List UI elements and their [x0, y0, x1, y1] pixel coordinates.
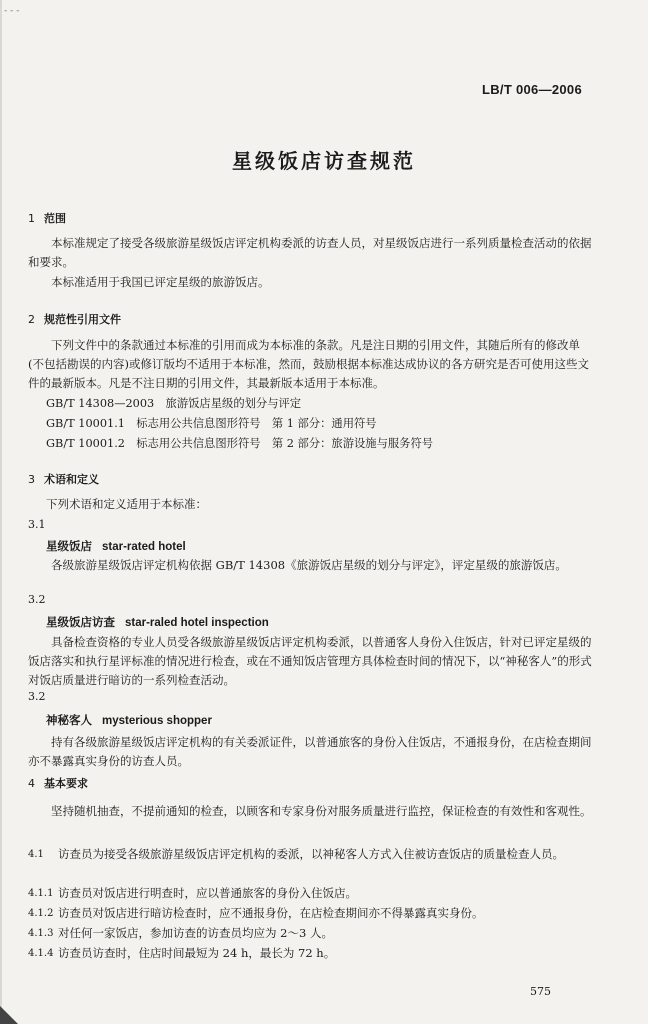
section-4-heading: [28, 775, 88, 791]
term-number: 3.2: [28, 593, 46, 606]
section-number: 2: [28, 313, 35, 326]
scan-mark: - - -: [4, 6, 20, 16]
item-text: 访查员为接受各级旅游星级饭店评定机构的委派，以神秘客人方式入住被访查饭店的质量检查人员。: [58, 847, 564, 861]
term-definition: 具备检查资格的专业人员受各级旅游星级饭店评定机构委派，以普通客人身份入住饭店，针对已评定星级的饭店落实和执行星评标准的情况进行检查，或在不通知饭店管理方具体检查时间的情况下，以“神秘客人”的形式对饭店质量进行暗访的一系列检查活动。: [28, 635, 592, 687]
standard-code: LB/T 006—2006: [481, 82, 582, 97]
document-title: 星级饭店访查规范: [232, 149, 416, 173]
item-text: 访查员对饭店进行明查时，应以普通旅客的身份入住饭店。: [58, 886, 357, 900]
item-number: 4.1: [28, 849, 44, 860]
item-number: 4.1.1: [28, 888, 54, 899]
section-title: 术语和定义: [44, 473, 99, 486]
section-1-heading: [28, 210, 66, 226]
term-heading: [46, 712, 212, 728]
term-number: 3.2: [28, 690, 46, 703]
item-number: 4.1.2: [28, 908, 54, 919]
requirement-item: [28, 944, 593, 963]
section-3-heading: [28, 471, 99, 487]
section-2-para: 下列文件中的条款通过本标准的引用而成为本标准的条款。凡是注日期的引用文件，其随后所有的修改单(不包括勘误的内容)或修订版均不适用于本标准，然而，鼓励根据本标准达成协议的各方研究是否可使用这些文件的最新版本。凡是不注日期的引用文件，其最新版本适用于本标准。: [28, 338, 589, 390]
section-3-intro: 下列术语和定义适用于本标准：: [46, 497, 207, 511]
requirement-item: [28, 904, 593, 923]
term-definition: 持有各级旅游星级饭店评定机构的有关委派证件，以普通旅客的身份入住饭店，不通报身份，在店检查期间亦不暴露真实身份的访查人员。: [28, 735, 592, 768]
term-heading: [46, 614, 269, 630]
section-4-para: 坚持随机抽查，不提前通知的检查，以顾客和专家身份对服务质量进行监控，保证检查的有效性和客观性。: [51, 804, 592, 818]
item-text: 访查员访查时，住店时间最短为 24 h，最长为 72 h。: [58, 946, 336, 960]
requirement-item: [28, 884, 593, 903]
requirement-item: [28, 924, 593, 943]
item-number: 4.1.3: [28, 928, 54, 939]
item-number: 4.1.4: [28, 948, 54, 959]
page-number: 575: [530, 985, 551, 998]
reference-item: GB/T 10001.1 标志用公共信息图形符号 第 1 部分：通用符号: [46, 417, 377, 430]
term-zh: 星级饭店访查: [46, 615, 115, 629]
reference-item: GB/T 14308—2003 旅游饭店星级的划分与评定: [46, 397, 302, 410]
reference-item: GB/T 10001.2 标志用公共信息图形符号 第 2 部分：旅游设施与服务符号: [46, 437, 434, 450]
item-text: 访查员对饭店进行暗访检查时，应不通报身份，在店检查期间亦不得暴露真实身份。: [58, 906, 484, 920]
term-heading: [46, 538, 186, 554]
requirement-item: [28, 845, 593, 864]
term-en: mysterious shopper: [102, 715, 212, 727]
section-title: 规范性引用文件: [44, 313, 121, 326]
section-number: 3: [28, 473, 35, 486]
term-zh: 神秘客人: [46, 713, 92, 727]
section-number: 4: [28, 777, 35, 790]
term-definition: 各级旅游星级饭店评定机构依据 GB/T 14308《旅游饭店星级的划分与评定》，评定星级的旅游饭店。: [51, 558, 567, 572]
item-text: 对任何一家饭店，参加访查的访查员均应为 2～3 人。: [58, 926, 333, 940]
section-1-para-1: 本标准规定了接受各级旅游星级饭店评定机构委派的访查人员，对星级饭店进行一系列质量检查活动的依据和要求。: [28, 236, 592, 269]
term-number: 3.1: [28, 518, 46, 531]
term-en: star-rated hotel: [102, 541, 186, 553]
section-2-heading: [28, 311, 121, 327]
term-en: star-raled hotel inspection: [125, 617, 269, 629]
section-1-para-2: 本标准适用于我国已评定星级的旅游饭店。: [51, 275, 270, 289]
page-corner-shadow: [0, 1006, 18, 1024]
section-title: 基本要求: [44, 777, 88, 790]
section-title: 范围: [44, 212, 66, 225]
term-zh: 星级饭店: [46, 539, 92, 553]
section-number: 1: [28, 212, 35, 225]
